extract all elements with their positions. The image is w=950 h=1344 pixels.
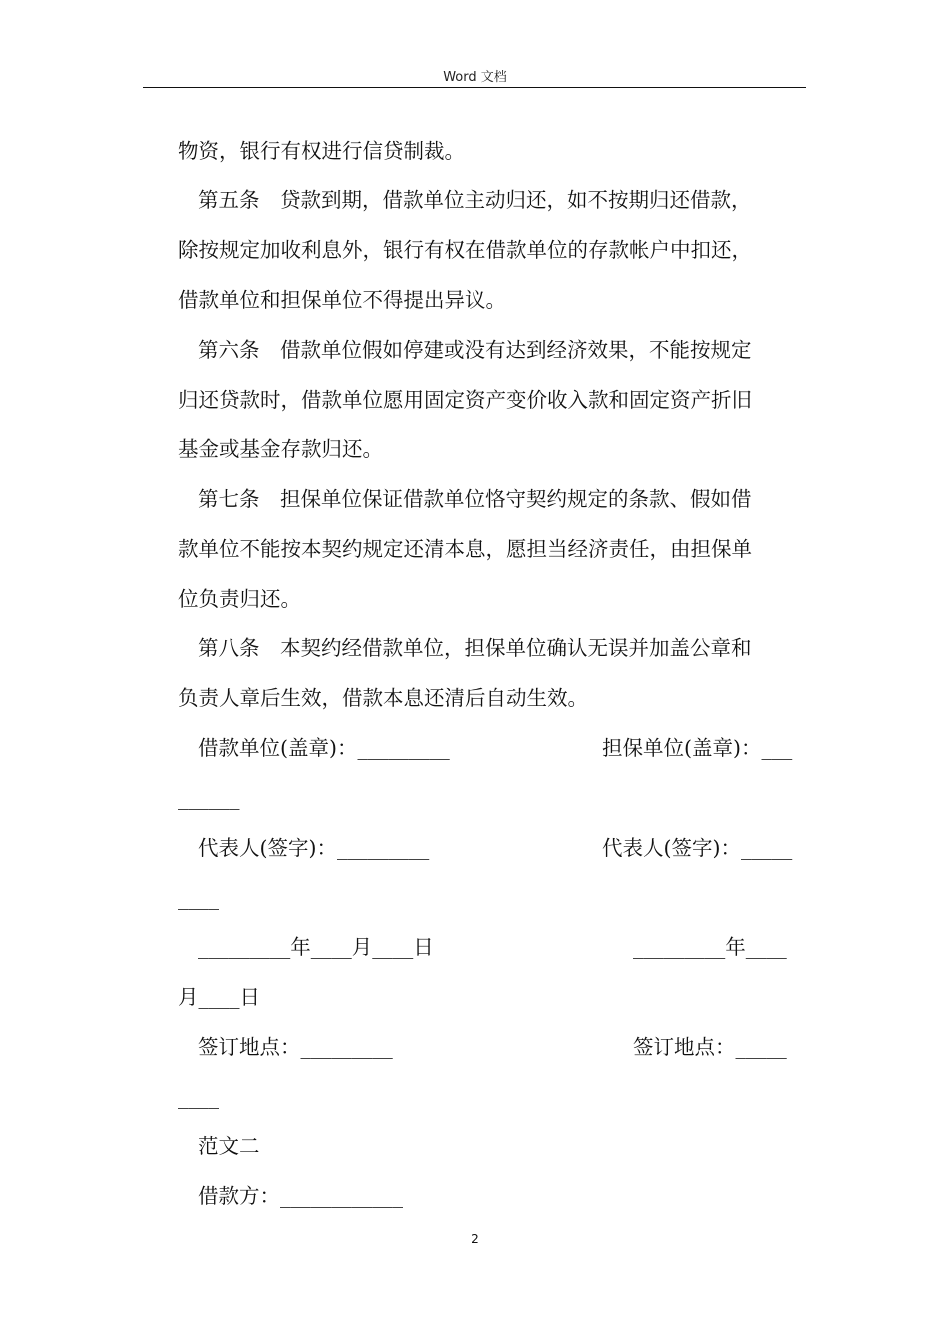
representative-right-continuation: ____: [178, 886, 219, 910]
representative-left-field: 代表人(签字)：_________: [198, 836, 430, 860]
article-7-line: 第七条 担保单位保证借款单位恪守契约规定的条款、假如借: [198, 487, 752, 511]
date-right-continuation: 月____日: [178, 985, 260, 1009]
body-line: 归还贷款时，借款单位愿用固定资产变价收入款和固定资产折旧: [178, 388, 752, 412]
article-5-line: 第五条 贷款到期，借款单位主动归还，如不按期归还借款，: [198, 188, 752, 212]
article-6-line: 第六条 借款单位假如停建或没有达到经济效果，不能按规定: [198, 338, 752, 362]
body-line: 位负责归还。: [178, 587, 301, 611]
date-right-field: _________年____: [633, 935, 787, 959]
body-line: 借款单位和担保单位不得提出异议。: [178, 288, 506, 312]
guarantor-seal-field: 担保单位(盖章)：___: [602, 736, 793, 760]
body-line: 基金或基金存款归还。: [178, 437, 383, 461]
date-left-field: _________年____月____日: [198, 935, 434, 959]
borrower-party-field: 借款方：____________: [198, 1184, 403, 1208]
body-line: 物资，银行有权进行信贷制裁。: [178, 139, 465, 163]
article-8-line: 第八条 本契约经借款单位，担保单位确认无误并加盖公章和: [198, 636, 752, 660]
borrower-seal-field: 借款单位(盖章)：_________: [198, 736, 450, 760]
representative-right-field: 代表人(签字)：_____: [602, 836, 793, 860]
body-line: 负责人章后生效，借款本息还清后自动生效。: [178, 686, 588, 710]
header-divider: [143, 87, 806, 88]
sample-two-heading: 范文二: [198, 1134, 260, 1158]
body-line: 款单位不能按本契约规定还清本息，愿担当经济责任，由担保单: [178, 537, 752, 561]
guarantor-seal-continuation: ______: [178, 786, 240, 810]
signing-place-right-continuation: ____: [178, 1085, 219, 1109]
page-number: 2: [471, 1232, 479, 1246]
signing-place-right-field: 签订地点：_____: [633, 1035, 787, 1059]
signing-place-left-field: 签订地点：_________: [198, 1035, 393, 1059]
body-line: 除按规定加收利息外，银行有权在借款单位的存款帐户中扣还，: [178, 238, 752, 262]
page-header: Word 文档: [443, 70, 507, 85]
